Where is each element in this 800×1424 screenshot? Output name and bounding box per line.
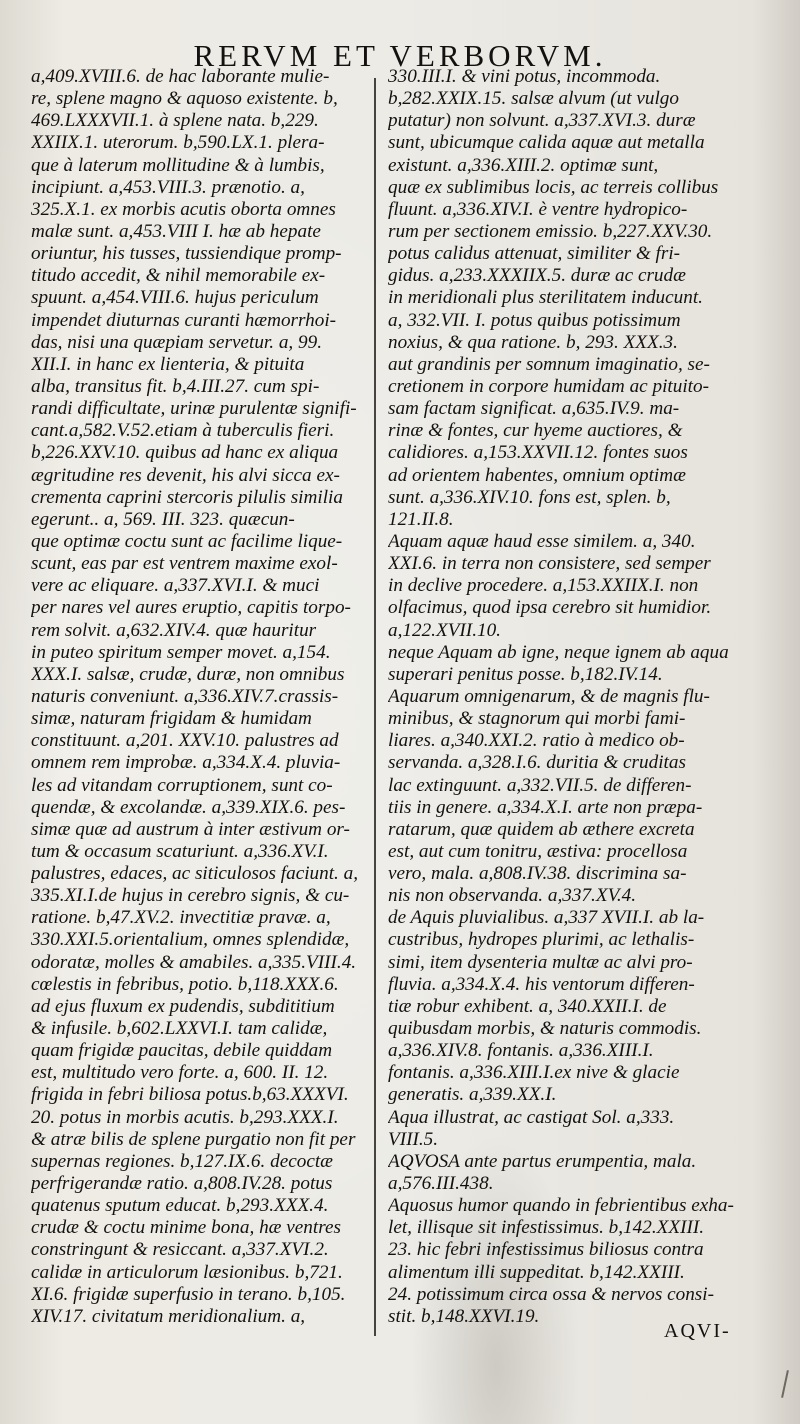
- index-line: let, illisque sit infestissimus. b,142.XXIII.: [388, 1217, 705, 1239]
- index-line: randi difficultate, urinæ purulentæ signifi-: [31, 398, 357, 420]
- index-line: potus calidus attenuat, similiter & fri-: [388, 243, 681, 265]
- index-line: ad orientem habentes, omnium optimæ: [388, 464, 686, 486]
- index-line: 335.XI.I.de hujus in cerebro signis, & cu-: [31, 885, 350, 907]
- index-line: superari penitus posse. b,182.IV.14.: [388, 663, 663, 685]
- catchword: AQVI-: [664, 1320, 731, 1342]
- index-line: crudæ & coctu minime bona, hæ ventres: [31, 1217, 341, 1239]
- index-line: cretionem in corpore humidam ac pituito-: [388, 375, 709, 397]
- index-line: odoratæ, molles & amabiles. a,335.VIII.4.: [31, 951, 357, 973]
- index-line: 20. potus in morbis acutis. b,293.XXX.I.: [31, 1106, 339, 1128]
- index-line: sam factam significat. a,635.IV.9. ma-: [388, 398, 680, 420]
- index-line: sunt. a,336.XIV.10. fons est, splen. b,: [388, 486, 671, 508]
- index-line: quam frigidæ paucitas, debile quiddam: [31, 1040, 333, 1062]
- index-line: malæ sunt. a,453.VIII I. hæ ab hepate: [31, 220, 321, 242]
- index-line: frigida in febri biliosa potus.b,63.XXXVI.: [31, 1084, 349, 1106]
- index-line: XXIIX.1. uterorum. b,590.LX.1. plera-: [31, 132, 325, 154]
- index-line: rem solvit. a,632.XIV.4. quæ hauritur: [31, 619, 317, 641]
- index-line: simæ quæ ad austrum à inter æstivum or-: [31, 818, 350, 840]
- index-line: spuunt. a,454.VIII.6. hujus periculum: [31, 287, 319, 309]
- index-line: rum per sectionem emissio. b,227.XXV.30.: [388, 220, 713, 242]
- index-line: olfacimus, quod ipsa cerebro sit humidior.: [388, 597, 712, 619]
- index-line: Aquam aquæ haud esse similem. a, 340.: [388, 530, 696, 552]
- index-line: Aquosus humor quando in febrientibus exha-: [388, 1195, 734, 1217]
- index-line: 469.LXXXVII.1. à splene nata. b,229.: [31, 110, 319, 132]
- page-edge-mark: [781, 1370, 789, 1398]
- index-line: b,226.XXV.10. quibus ad hanc ex aliqua: [31, 442, 339, 464]
- index-line: gidus. a,233.XXXIIX.5. duræ ac crudæ: [388, 265, 686, 287]
- index-line: XXX.I. salsæ, crudæ, duræ, non omnibus: [31, 663, 345, 685]
- index-line: quibusdam morbis, & naturis commodis.: [388, 1018, 702, 1040]
- index-line: alimentum illi suppeditat. b,142.XXIII.: [388, 1261, 685, 1283]
- index-line: que optimæ coctu sunt ac facilime lique-: [31, 530, 343, 552]
- index-line: in declive procedere. a,153.XXIIX.I. non: [388, 575, 699, 597]
- index-line: alba, transitus fit. b,4.III.27. cum spi-: [31, 375, 320, 397]
- index-line: generatis. a,339.XX.I.: [388, 1084, 557, 1106]
- index-line: est, multitudo vero forte. a, 600. II. 12.: [31, 1062, 329, 1084]
- index-line: cant.a,582.V.52.etiam à tuberculis fieri.: [31, 420, 335, 442]
- index-line: oriuntur, his tusses, tussiendique promp-: [31, 243, 342, 265]
- index-line: stit. b,148.XXVI.19.: [388, 1305, 540, 1327]
- index-line: ad ejus fluxum ex pudendis, subdititium: [31, 995, 335, 1017]
- index-line: palustres, edaces, ac siticulosos faciunt. a,: [31, 863, 359, 885]
- index-line: de Aquis pluvialibus. a,337 XVII.I. ab la-: [388, 907, 705, 929]
- index-line: ratarum, quæ quidem ab æthere excreta: [388, 818, 695, 840]
- index-line: XXI.6. in terra non consistere, sed semper: [388, 553, 711, 575]
- index-line: putatur) non solvunt. a,337.XVI.3. duræ: [388, 110, 696, 132]
- index-line: cœlestis in febribus, potio. b,118.XXX.6.: [31, 973, 339, 995]
- index-line: naturis conveniunt. a,336.XIV.7.crassis-: [31, 685, 339, 707]
- index-line: impendet diuturnas curanti hæmorrhoi-: [31, 309, 337, 331]
- index-line: fontanis. a,336.XIII.I.ex nive & glacie: [388, 1062, 680, 1084]
- index-line: nis non observanda. a,337.XV.4.: [388, 885, 637, 907]
- index-line: a,336.XIV.8. fontanis. a,336.XIII.I.: [388, 1040, 654, 1062]
- index-line: vere ac eliquare. a,337.XVI.I. & muci: [31, 575, 320, 597]
- index-line: 121.II.8.: [388, 508, 454, 530]
- index-line: 325.X.1. ex morbis acutis oborta omnes: [31, 198, 336, 220]
- index-line: quæ ex sublimibus locis, ac terreis collibus: [388, 176, 719, 198]
- index-line: 330.XXI.5.orientalium, omnes splendidæ,: [31, 929, 350, 951]
- index-line: perfrigerandæ ratio. a,808.IV.28. potus: [31, 1173, 333, 1195]
- index-line: vero, mala. a,808.IV.38. discrimina sa-: [388, 863, 687, 885]
- index-line: existunt. a,336.XIII.2. optimæ sunt,: [388, 154, 659, 176]
- index-line: quatenus sputum educat. b,293.XXX.4.: [31, 1195, 329, 1217]
- index-line: lac extinguunt. a,332.VII.5. de differen-: [388, 774, 692, 796]
- index-line: & infusile. b,602.LXXVI.I. tam calidæ,: [31, 1018, 328, 1040]
- index-line: ratione. b,47.XV.2. invectitiæ pravæ. a,: [31, 907, 331, 929]
- right-column: [388, 66, 765, 1328]
- index-line: servanda. a,328.I.6. duritia & cruditas: [388, 752, 686, 774]
- index-line: scunt, eas par est ventrem maxime exol-: [31, 553, 338, 575]
- index-line: que à laterum mollitudine & à lumbis,: [31, 154, 325, 176]
- index-line: a,122.XVII.10.: [388, 619, 501, 641]
- index-line: & atræ bilis de splene purgatio non fit per: [31, 1128, 356, 1150]
- index-line: fluvia. a,334.X.4. his ventorum differen-: [388, 973, 695, 995]
- index-line: XI.6. frigidæ superfusio in terano. b,105.: [31, 1283, 346, 1305]
- running-title: RERVM ET VERBORVM.: [193, 38, 607, 73]
- index-line: calidæ in articulorum læsionibus. b,721.: [31, 1261, 343, 1283]
- left-column: [31, 66, 395, 1328]
- index-line: a, 332.VII. I. potus quibus potissimum: [388, 309, 681, 331]
- index-line: calidiores. a,153.XXVII.12. fontes suos: [388, 442, 688, 464]
- index-line: sunt, ubicumque calida aquæ aut metalla: [388, 132, 705, 154]
- index-line: egerunt.. a, 569. III. 323. quæcun-: [31, 508, 295, 530]
- index-line: Aqua illustrat, ac castigat Sol. a,333.: [388, 1106, 675, 1128]
- index-line: est, aut cum tonitru, æstiva: procellosa: [388, 840, 688, 862]
- index-line: b,282.XXIX.15. salsæ alvum (ut vulgo: [388, 88, 679, 110]
- index-line: constringunt & resiccant. a,337.XVI.2.: [31, 1239, 329, 1261]
- index-line: in meridionali plus sterilitatem inducunt.: [388, 287, 703, 309]
- index-line: custribus, hydropes plurimi, ac lethalis-: [388, 929, 695, 951]
- index-line: supernas regiones. b,127.IX.6. decoctæ: [31, 1150, 333, 1172]
- index-line: AQVOSA ante partus erumpentia, mala.: [388, 1150, 697, 1172]
- index-line: crementa caprini stercoris pilulis similia: [31, 486, 343, 508]
- index-line: tiæ robur exhibent. a, 340.XXII.I. de: [388, 995, 667, 1017]
- index-line: minibus, & stagnorum qui morbi fami-: [388, 708, 686, 730]
- index-line: incipiunt. a,453.VIII.3. prænotio. a,: [31, 176, 305, 198]
- index-line: per nares vel aures eruptio, capitis torpo-: [31, 597, 351, 619]
- index-line: quendæ, & excolandæ. a,339.XIX.6. pes-: [31, 796, 346, 818]
- index-line: simi, item dysenteria multæ ac alvi pro-: [388, 951, 693, 973]
- index-line: das, nisi una quæpiam servetur. a, 99.: [31, 331, 323, 353]
- index-line: les ad vitandam corruptionem, sunt co-: [31, 774, 333, 796]
- index-line: titudo accedit, & nihil memorabile ex-: [31, 265, 326, 287]
- index-line: 330.III.I. & vini potus, incommoda.: [388, 66, 661, 87]
- index-line: omnem rem improbæ. a,334.X.4. pluvia-: [31, 752, 341, 774]
- index-line: 24. potissimum circa ossa & nervos consi-: [388, 1283, 714, 1305]
- index-line: rinæ & fontes, cur hyeme auctiores, &: [388, 420, 683, 442]
- index-line: a,576.III.438.: [388, 1173, 494, 1195]
- index-line: in puteo spiritum semper movet. a,154.: [31, 641, 331, 663]
- index-line: constituunt. a,201. XXV.10. palustres ad: [31, 730, 339, 752]
- index-line: fluunt. a,336.XIV.I. è ventre hydropico-: [388, 198, 688, 220]
- index-line: tiis in genere. a,334.X.I. arte non præpa-: [388, 796, 703, 818]
- index-line: re, splene magno & aquoso existente. b,: [31, 88, 338, 110]
- index-line: simæ, naturam frigidam & humidam: [31, 708, 312, 730]
- index-line: 23. hic febri infestissimus biliosus contra: [388, 1239, 704, 1261]
- index-line: liares. a,340.XXI.2. ratio à medico ob-: [388, 730, 685, 752]
- index-line: Aquarum omnigenarum, & de magnis flu-: [388, 685, 710, 707]
- column-rule: [374, 78, 376, 1336]
- index-line: neque Aquam ab igne, neque ignem ab aqua: [388, 641, 729, 663]
- index-line: noxius, & qua ratione. b, 293. XXX.3.: [388, 331, 678, 353]
- index-line: tum & occasum scaturiunt. a,336.XV.I.: [31, 840, 329, 862]
- index-line: XIV.17. civitatum meridionalium. a,: [31, 1305, 306, 1327]
- index-line: aut grandinis per somnum imaginatio, se-: [388, 353, 710, 375]
- index-line: a,409.XVIII.6. de hac laborante mulie-: [31, 66, 330, 87]
- index-line: VIII.5.: [388, 1128, 439, 1150]
- index-line: ægritudine res devenit, his alvi sicca ex-: [31, 464, 340, 486]
- index-line: XII.I. in hanc ex lienteria, & pituita: [31, 353, 305, 375]
